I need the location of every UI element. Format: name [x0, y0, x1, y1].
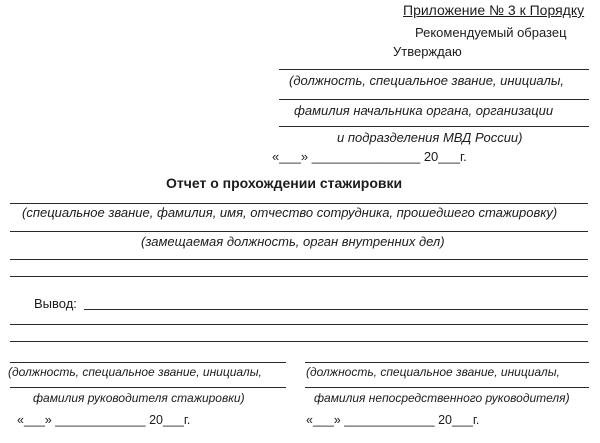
- blank-line-1[interactable]: [10, 259, 588, 260]
- approver-line-1[interactable]: [279, 69, 589, 70]
- conclusion-line-3[interactable]: [10, 341, 588, 342]
- appendix-note: Приложение № 3 к Порядку: [403, 2, 585, 18]
- right-signature-caption-1: (должность, специальное звание, инициалы,: [306, 365, 560, 379]
- right-signature-line-2[interactable]: [305, 387, 589, 388]
- employee-line[interactable]: [10, 203, 588, 204]
- left-signature-caption-1: (должность, специальное звание, инициалы,: [8, 365, 262, 379]
- left-signature-line-2[interactable]: [10, 387, 286, 388]
- approver-caption-1: (должность, специальное звание, инициалы,: [289, 73, 565, 88]
- left-signature-line-1[interactable]: [10, 362, 286, 363]
- employee-caption: (специальное звание, фамилия, имя, отчество сотрудника, прошедшего стажировку): [22, 205, 558, 220]
- approver-caption-3: и подразделения МВД России): [337, 130, 523, 145]
- approver-caption-2: фамилия начальника органа, организации: [294, 103, 554, 118]
- approve-label: Утверждаю: [393, 44, 462, 59]
- sample-note: Рекомендуемый образец: [415, 25, 567, 40]
- conclusion-label: Вывод:: [34, 296, 77, 311]
- right-signature-date[interactable]: «___» _____________ 20___г.: [306, 413, 480, 427]
- approval-date[interactable]: «___» _______________ 20___г.: [272, 149, 467, 164]
- document-title: Отчет о прохождении стажировки: [166, 175, 403, 191]
- right-signature-caption-2: фамилия непосредственного руководителя): [314, 391, 570, 405]
- approver-line-3[interactable]: [279, 126, 589, 127]
- blank-line-2[interactable]: [10, 276, 588, 277]
- left-signature-date[interactable]: «___» _____________ 20___г.: [17, 413, 191, 427]
- left-signature-caption-2: фамилия руководителя стажировки): [33, 391, 245, 405]
- right-signature-line-1[interactable]: [305, 362, 589, 363]
- position-caption: (замещаемая должность, орган внутренних дел): [141, 234, 445, 249]
- approver-line-2[interactable]: [279, 99, 589, 100]
- conclusion-line-2[interactable]: [10, 324, 588, 325]
- conclusion-line-1[interactable]: [84, 309, 588, 310]
- position-line[interactable]: [10, 231, 588, 232]
